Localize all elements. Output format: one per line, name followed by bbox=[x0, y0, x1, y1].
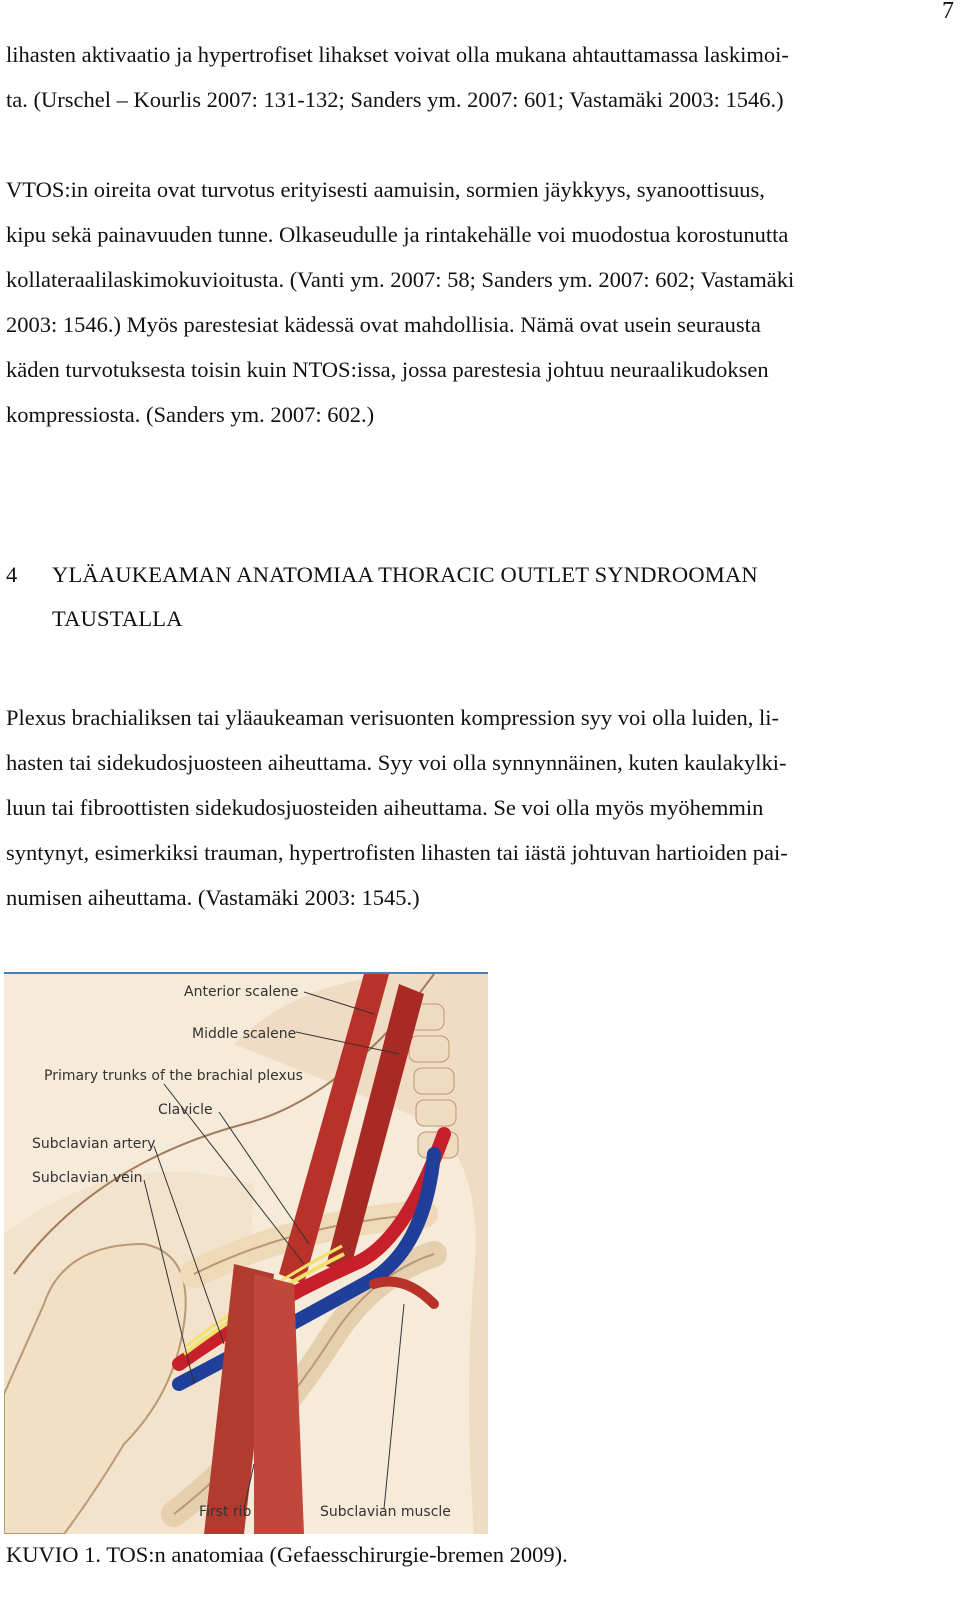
section-title-line: YLÄAUKEAMAN ANATOMIAA THORACIC OUTLET SYNDROOMAN bbox=[52, 562, 758, 587]
paragraph-line: Plexus brachialiksen tai yläaukeaman verisuonten kompression syy voi olla luiden, li- bbox=[6, 705, 779, 730]
section-number: 4 bbox=[6, 562, 18, 587]
paragraph-line: käden turvotuksesta toisin kuin NTOS:issa, jossa parestesia johtuu neuraalikudoksen bbox=[6, 357, 769, 382]
paragraph-line: kollateraalilaskimokuvioitusta. (Vanti ym. 2007: 58; Sanders ym. 2007: 602; Vastamäki bbox=[6, 267, 795, 292]
paragraph-line: VTOS:in oireita ovat turvotus erityisesti aamuisin, sormien jäykkyys, syanoottisuus, bbox=[6, 177, 765, 202]
paragraph-line: kipu sekä painavuuden tunne. Olkaseudulle ja rintakehälle voi muodostua korostunutta bbox=[6, 222, 789, 247]
paragraph-line: syntynyt, esimerkiksi trauman, hypertrofisten lihasten tai iästä johtuvan hartioiden pai- bbox=[6, 840, 788, 865]
page-number: 7 bbox=[942, 0, 954, 24]
section-heading bbox=[6, 553, 926, 641]
label-clavicle: Clavicle bbox=[158, 1102, 213, 1118]
paragraph-1 bbox=[6, 32, 926, 122]
paragraph-3 bbox=[6, 695, 926, 920]
paragraph-line: lihasten aktivaatio ja hypertrofiset lihakset voivat olla mukana ahtauttamassa laskimoi- bbox=[6, 42, 789, 67]
section-title-line: TAUSTALLA bbox=[52, 606, 183, 631]
label-subclavian-vein: Subclavian vein bbox=[32, 1170, 143, 1186]
label-subclavian-artery: Subclavian artery bbox=[32, 1136, 156, 1152]
anatomy-figure bbox=[4, 972, 488, 1534]
label-anterior-scalene: Anterior scalene bbox=[184, 984, 299, 1000]
paragraph-line: hasten tai sidekudosjuosteen aiheuttama. Syy voi olla synnynnäinen, kuten kaulakylki- bbox=[6, 750, 787, 775]
paragraph-line: luun tai fibroottisten sidekudosjuosteiden aiheuttama. Se voi olla myös myöhemmin bbox=[6, 795, 764, 820]
paragraph-line: 2003: 1546.) Myös parestesiat kädessä ovat mahdollisia. Nämä ovat usein seurausta bbox=[6, 312, 761, 337]
paragraph-line: numisen aiheuttama. (Vastamäki 2003: 1545.) bbox=[6, 885, 420, 910]
paragraph-line: ta. (Urschel – Kourlis 2007: 131-132; Sanders ym. 2007: 601; Vastamäki 2003: 1546.) bbox=[6, 87, 784, 112]
paragraph-2 bbox=[6, 167, 926, 437]
figure-caption: KUVIO 1. TOS:n anatomiaa (Gefaesschirurgie-bremen 2009). bbox=[6, 1542, 568, 1567]
label-middle-scalene: Middle scalene bbox=[192, 1026, 297, 1042]
label-primary-trunks: Primary trunks of the brachial plexus bbox=[44, 1068, 303, 1084]
label-subclavian-muscle: Subclavian muscle bbox=[320, 1504, 451, 1520]
paragraph-line: kompressiosta. (Sanders ym. 2007: 602.) bbox=[6, 402, 375, 427]
anatomy-illustration bbox=[4, 974, 488, 1534]
label-first-rib: First rib bbox=[199, 1504, 252, 1520]
